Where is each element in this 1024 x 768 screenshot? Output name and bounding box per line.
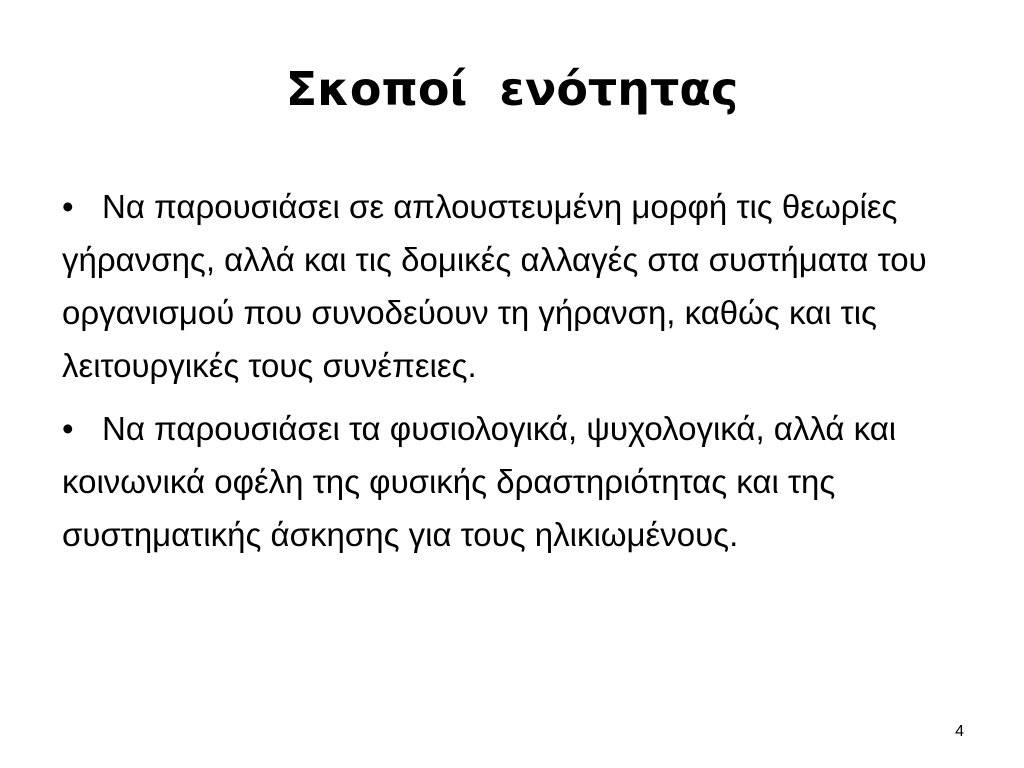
bullet-marker: •: [62, 410, 74, 447]
bullet-list: [62, 180, 962, 571]
bullet-item: [62, 180, 962, 392]
bullet-item: [62, 402, 962, 561]
slide-title: Σκοποί ενότητας: [285, 62, 739, 116]
bullet-marker: •: [62, 188, 74, 225]
page-number: 4: [955, 723, 964, 740]
bullet-text: Να παρουσιάσει τα φυσιολογικά, ψυχολογικά, αλλά και κοινωνικά οφέλη της φυσικής δραστηριότητας και της συστηματικής άσκησης για τους ηλικιωμένους.: [62, 410, 897, 553]
bullet-text: Να παρουσιάσει σε απλουστευμένη μορφή τις θεωρίες γήρανσης, αλλά και τις δομικές αλλαγές στα συστήματα του οργανισμού που συνοδεύουν τη γήρανση, καθώς και τις λειτουργικές τους συνέπειες.: [62, 188, 927, 384]
